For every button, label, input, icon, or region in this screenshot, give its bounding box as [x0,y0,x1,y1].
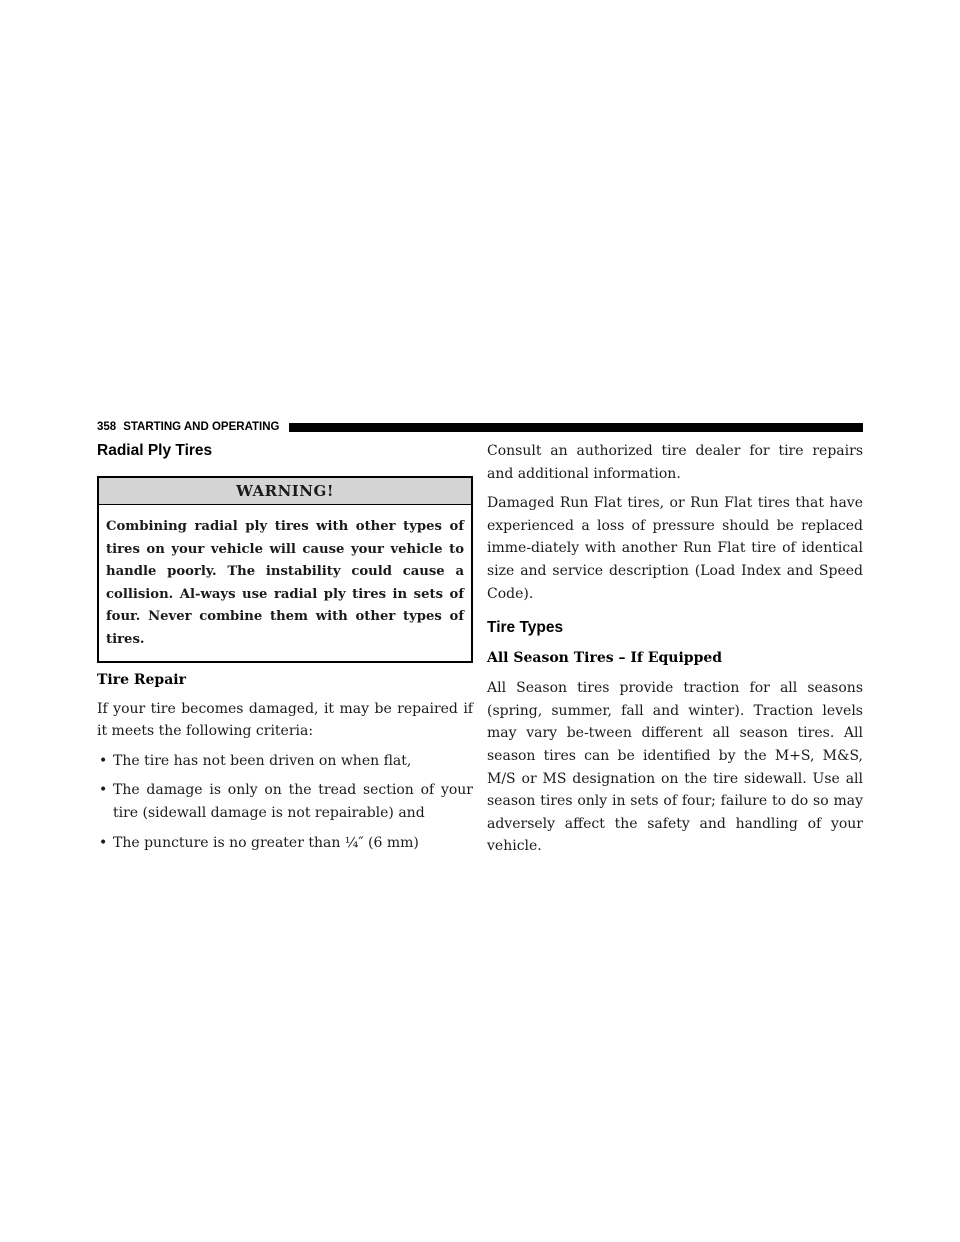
paragraph-repair-intro: If your tire becomes damaged, it may be repaired if it meets the following criteria: [97,700,473,740]
heading-tire-types: Tire Types [487,619,564,637]
bullet-icon: • [99,782,108,799]
section-title: STARTING AND OPERATING [123,421,280,433]
warning-box [97,476,473,663]
subheading-tire-repair: Tire Repair [97,671,186,688]
list-item [97,750,473,773]
paragraph-run-flat: Damaged Run Flat tires, or Run Flat tires that have experienced a loss of pressure should be replaced imme-diately with another Run Flat tire of identical size and service description (Load Index and Speed Code). [487,495,863,602]
list-item-text: The puncture is no greater than ¼″ (6 mm) [113,834,419,851]
list-item [97,832,473,855]
paragraph-consult-dealer: Consult an authorized tire dealer for tire repairs and additional information. [487,443,863,482]
heading-radial-ply-tires: Radial Ply Tires [97,442,213,459]
list-item-text: The damage is only on the tread section of your tire (sidewall damage is not repairable) and [113,782,473,821]
header-rule [289,423,864,432]
repair-criteria-list [97,750,473,854]
subheading-all-season: All Season Tires – If Equipped [487,650,723,667]
page-header [97,420,863,434]
page-number: 358 [97,421,117,433]
list-item [97,779,473,824]
list-item-text: The tire has not been driven on when flat, [113,752,412,769]
bullet-icon: • [99,752,108,769]
paragraph-all-season: All Season tires provide traction for all seasons (spring, summer, fall and winter). Traction levels may vary be-tween different all season tires. All season tires can be identified by the M+S, M&S, M/S or MS designation on the tire sidewall. Use all season tires only in sets of four; failure to do so may adversely affect the safety and handling of your vehicle. [487,680,863,855]
bullet-icon: • [99,834,108,851]
right-column [487,440,863,858]
warning-text: Combining radial ply tires with other types of tires on your vehicle will cause your vehicle to handle poorly. The instability could cause a collision. Al-ways use radial ply tires in sets of four. Never combine them with other types of tires. [106,519,464,647]
warning-title: WARNING! [99,478,471,505]
left-column [97,440,473,854]
